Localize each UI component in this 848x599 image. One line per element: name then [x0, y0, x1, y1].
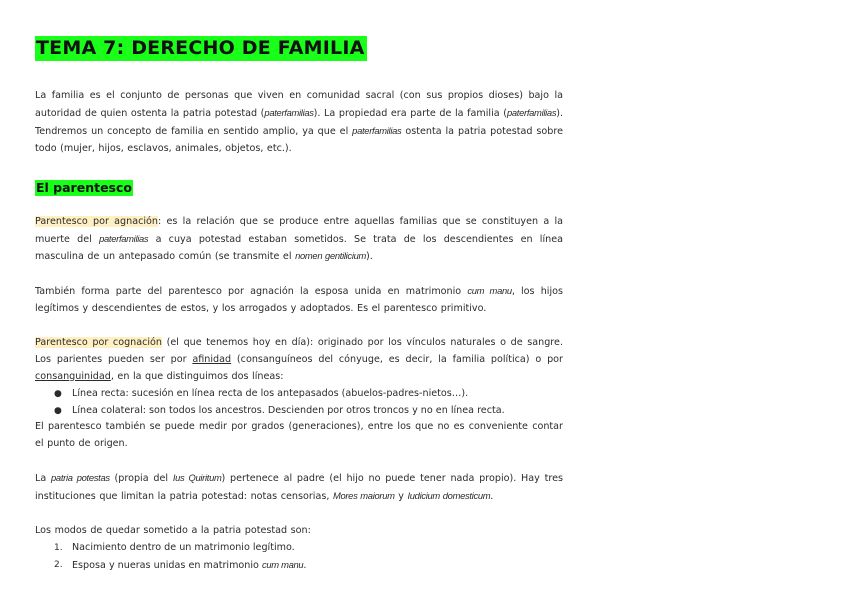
intro-text-2: ). La propiedad era parte de la familia (	[313, 107, 507, 119]
patria-text-2: (propia del	[109, 473, 173, 485]
patria-italic-1: patria potestas	[51, 472, 110, 484]
agnacion2-italic-1: cum manu	[467, 285, 512, 297]
cognacion-label: Parentesco por cognación	[35, 336, 163, 348]
cognacion-text-2: (consanguíneos del cónyuge, es decir, la familia política) o por	[231, 353, 563, 365]
list-item-text: Esposa y nueras unidas en matrimonio	[72, 559, 262, 571]
number-marker: 2.	[54, 559, 63, 570]
patria-text-3: ) pertenece al padre (el hijo no puede tener nada propio). Hay tres instituciones que limitan la patria potestad: notas censorias,	[35, 473, 563, 503]
modos-list	[35, 540, 563, 575]
intro-paragraph	[35, 88, 563, 158]
modos-intro: Los modos de quedar sometido a la patria potestad son:	[35, 524, 311, 536]
consanguinidad-term: consanguinidad	[35, 370, 111, 382]
list-item-end: .	[303, 559, 307, 571]
intro-text-4: ostenta la patria potestad sobre todo (mujer, hijos, esclavos, animales, objetos, etc.).	[35, 125, 563, 154]
patria-paragraph	[35, 470, 563, 506]
patria-text-5: .	[490, 491, 494, 503]
patria-italic-2: Ius Quiritum	[172, 472, 222, 484]
patria-text-1: La	[35, 473, 52, 485]
list-item	[35, 386, 563, 403]
agnacion-text-1: : es la relación que se produce entre aquellas familias que se constituyen a la muerte del	[35, 215, 564, 245]
bullet-icon: ●	[54, 405, 62, 416]
grados-paragraph: El parentesco también se puede medir por grados (generaciones), entre los que no es conveniente contar el punto de origen.	[35, 421, 563, 450]
intro-italic-2: paterfamilias	[506, 106, 557, 118]
document-page	[35, 36, 563, 575]
patria-italic-3: Mores maiorum	[332, 490, 395, 502]
afinidad-term: afinidad	[192, 353, 232, 365]
agnacion-text-3: ).	[366, 251, 373, 263]
agnacion-label: Parentesco por agnación	[35, 215, 159, 227]
patria-italic-4: Iudicium domesticum	[407, 490, 491, 502]
list-item-text: Nacimiento dentro de un matrimonio legítimo.	[72, 541, 295, 553]
cognacion-text-3: , en la que distinguimos dos líneas:	[110, 370, 284, 382]
intro-italic-1: paterfamilias	[264, 106, 314, 118]
list-item-italic: cum manu	[261, 558, 304, 570]
page-title: TEMA 7: DERECHO DE FAMILIA	[36, 37, 365, 59]
section-title: El parentesco	[36, 179, 132, 195]
lineas-list	[35, 386, 563, 420]
list-item	[35, 403, 563, 420]
list-item	[35, 557, 563, 575]
list-item-text: Línea recta: sucesión en línea recta de los antepasados (abuelos-padres-nietos…).	[72, 387, 469, 399]
agnacion-italic-2: nomen gentilicium	[295, 250, 367, 262]
list-item	[35, 540, 563, 557]
agnacion-text-2: a cuya potestad estaban sometidos. Se trata de los descendientes en línea masculina de un antepasado común (se transmite el	[35, 233, 563, 263]
intro-italic-3: paterfamilias	[352, 124, 402, 136]
intro-text-3: ). Tendremos un concepto de familia en sentido amplio, ya que el	[35, 107, 564, 137]
agnacion2-text-2: , los hijos legítimos y descendientes de estos, y los arrogados y adoptados. Es el parentesco primitivo.	[35, 286, 563, 315]
patria-text-4: y	[394, 491, 408, 503]
agnacion-paragraph	[35, 214, 563, 267]
list-item-text: Línea colateral: son todos los ancestros. Descienden por otros troncos y no en línea recta.	[72, 404, 505, 416]
cognacion-paragraph	[35, 335, 563, 386]
bullet-icon: ●	[54, 388, 62, 399]
cognacion-text-1: (el que tenemos hoy en día): originado por los vínculos naturales o de sangre. Los parientes pueden ser por	[35, 336, 563, 365]
intro-text-1: La familia es el conjunto de personas que viven en comunidad sacral (con sus propios dioses) bajo la autoridad de quien ostenta la patria potestad (	[35, 90, 563, 119]
agnacion-italic-1: paterfamilias	[99, 232, 149, 244]
agnacion2-paragraph	[35, 283, 563, 318]
agnacion2-text-1: También forma parte del parentesco por agnación la esposa unida en matrimonio	[35, 286, 468, 298]
section-heading-wrap	[35, 177, 563, 196]
number-marker: 1.	[54, 542, 63, 553]
